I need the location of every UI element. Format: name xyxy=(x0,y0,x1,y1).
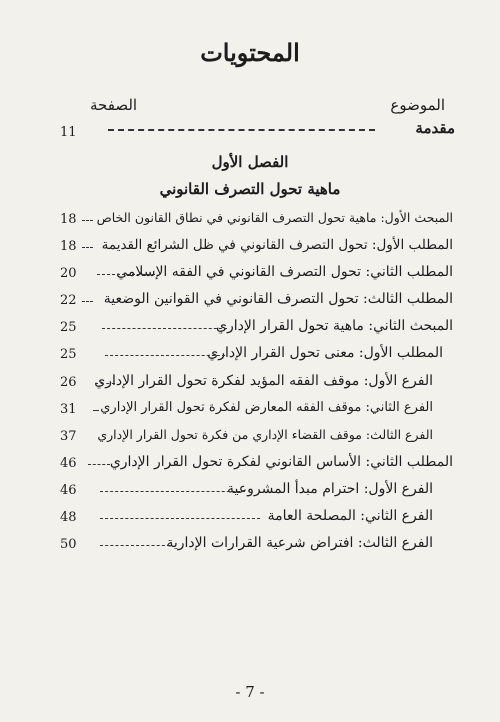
toc-entry-text: الفرع الثالث: افتراض شرعية القرارات الإدارية xyxy=(166,535,433,552)
leader-dashes xyxy=(93,410,99,411)
toc-page-number: 20 xyxy=(60,266,77,282)
toc-list xyxy=(60,208,455,560)
toc-entry-text: المطلب الأول: معنى تحول القرار الإداري xyxy=(207,345,443,362)
toc-entry-text: المطلب الثالث: تحول التصرف القانوني في القوانين الوضعية xyxy=(103,291,453,308)
toc-entry xyxy=(60,235,455,262)
toc-page-number: 50 xyxy=(60,537,77,553)
toc-entry xyxy=(60,452,455,479)
toc-page-number: 46 xyxy=(60,482,77,498)
intro-label: مقدمة xyxy=(415,119,455,137)
toc-entry xyxy=(60,533,455,560)
page-title: المحتويات xyxy=(200,38,300,67)
toc-entry xyxy=(60,506,455,533)
toc-entry-text: المطلب الثاني: تحول التصرف القانوني في الفقه الإسلامي xyxy=(116,264,453,281)
intro-page-number: 11 xyxy=(60,125,77,140)
toc-page-number: 48 xyxy=(60,510,77,526)
toc-page-number: 37 xyxy=(60,428,77,444)
leader-dashes xyxy=(97,274,155,275)
leader-dashes xyxy=(105,355,225,356)
toc-page-number: 46 xyxy=(60,455,77,471)
leader-dashes xyxy=(82,220,93,221)
toc-entry-text: الفرع الثاني: المصلحة العامة xyxy=(267,508,433,525)
toc-entry xyxy=(60,479,455,506)
leader-dashes xyxy=(108,129,375,131)
toc-entry-text: المطلب الثاني: الأساس القانوني لفكرة تحول القرار الإداري xyxy=(109,453,453,470)
toc-entry-text: الفرع الأول: موقف الفقه المؤيد لفكرة تحول القرار الإداري xyxy=(94,372,433,389)
toc-entry xyxy=(60,289,455,316)
leader-dashes xyxy=(102,328,227,329)
toc-entry-text: المبحث الأول: ماهية تحول التصرف القانوني في نطاق القانون الخاص xyxy=(96,210,453,225)
page-column-header: الصفحة xyxy=(90,96,138,114)
toc-entry-text: الفرع الثالث: موقف القضاء الإداري من فكرة تحول القرار الإداري xyxy=(97,426,433,442)
toc-entry xyxy=(60,398,455,425)
leader-dashes xyxy=(100,518,260,519)
toc-page-number: 26 xyxy=(60,374,77,390)
leader-dashes xyxy=(100,545,170,546)
leader-dashes xyxy=(95,383,115,384)
leader-dashes xyxy=(100,491,245,492)
toc-page-number: 25 xyxy=(60,320,77,336)
toc-entry xyxy=(60,208,455,235)
toc-entry xyxy=(60,262,455,289)
chapter-heading: الفصل الأول xyxy=(211,153,289,171)
leader-dashes xyxy=(82,301,93,302)
topic-column-header: الموضوع xyxy=(390,96,445,114)
toc-page-number: 22 xyxy=(60,293,77,309)
toc-entry-text: المطلب الأول: تحول التصرف القانوني في ظل الشرائع القديمة xyxy=(101,237,453,254)
toc-page-number: 31 xyxy=(60,401,77,417)
toc-entry-text: الفرع الثاني: موقف الفقه المعارض لفكرة تحول القرار الإداري xyxy=(100,399,433,415)
toc-entry-text: المبحث الثاني: ماهية تحول القرار الإداري xyxy=(216,318,453,335)
chapter-subtitle: ماهية تحول التصرف القانوني xyxy=(159,180,341,198)
leader-dashes xyxy=(82,247,93,248)
leader-dashes xyxy=(88,464,110,465)
toc-entry xyxy=(60,343,455,370)
toc-page-number: 25 xyxy=(60,347,77,363)
intro-entry xyxy=(60,117,455,141)
toc-entry xyxy=(60,425,455,452)
toc-entry xyxy=(60,371,455,398)
toc-entry xyxy=(60,316,455,343)
toc-page-number: 18 xyxy=(60,239,77,255)
toc-entry-text: الفرع الأول: احترام مبدأ المشروعية xyxy=(227,480,433,497)
page-number-footer: - 7 - xyxy=(235,683,265,701)
toc-page-number: 18 xyxy=(60,212,77,227)
